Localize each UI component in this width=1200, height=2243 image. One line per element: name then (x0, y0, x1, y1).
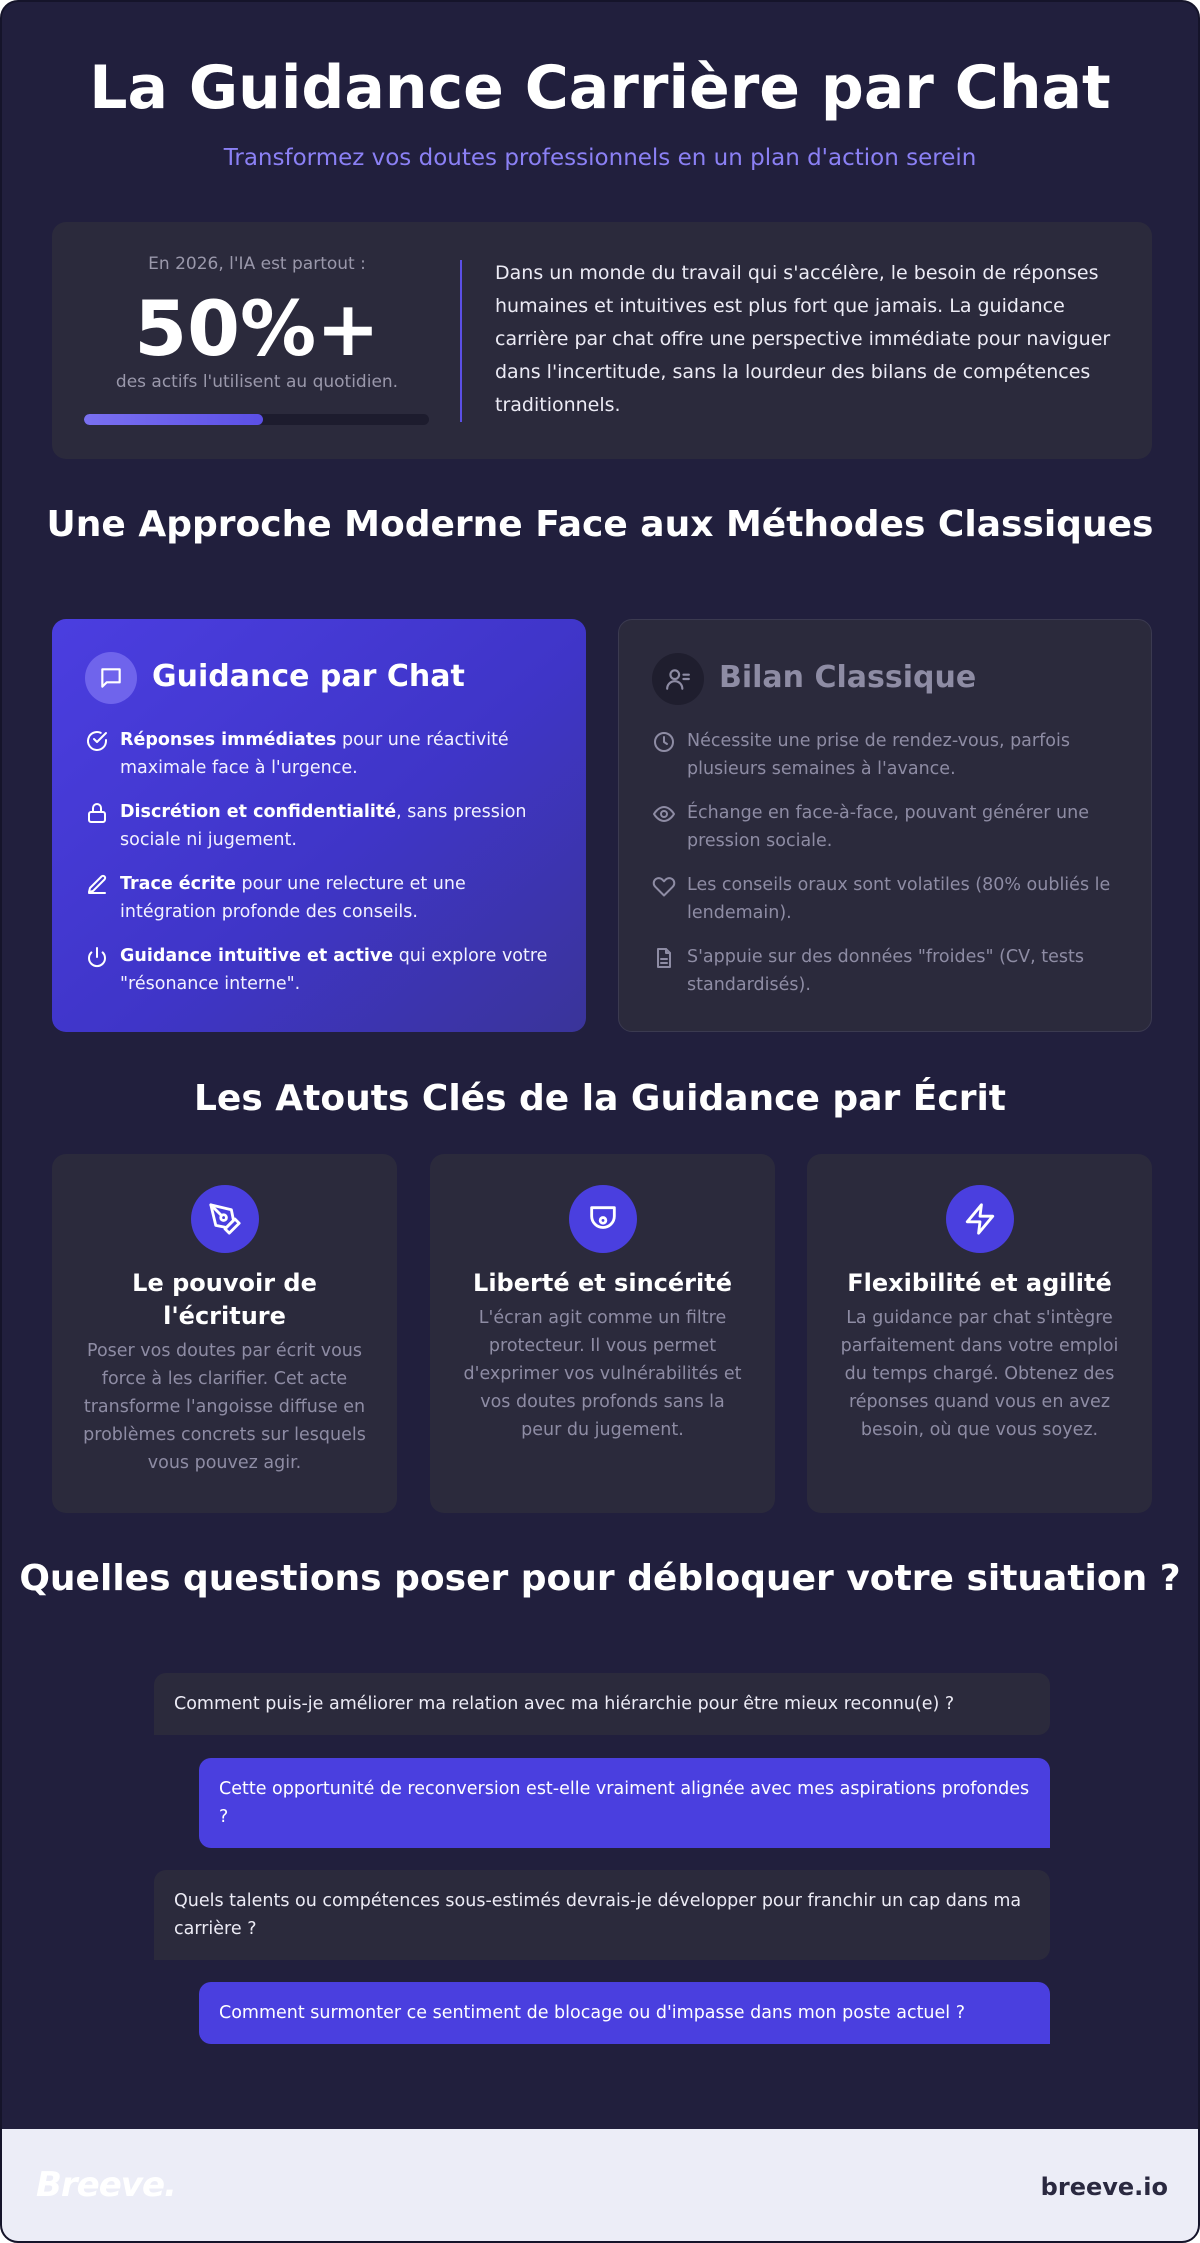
footer-link[interactable]: breeve.io (1040, 2173, 1168, 2201)
classic-item-text: Nécessite une prise de rendez-vous, parfois plusieurs semaines à l'avance. (687, 731, 1070, 779)
pen-tool-icon (191, 1185, 259, 1253)
chat-item-bold: Réponses immédiates (120, 730, 337, 750)
chat-item-bold: Discrétion et confidentialité (120, 802, 397, 822)
user-list-icon (652, 653, 704, 705)
shield-icon (569, 1185, 637, 1253)
question-bubble: Comment puis-je améliorer ma relation avec ma hiérarchie pour être mieux reconnu(e) ? (154, 1673, 1050, 1735)
stat-value: 50%+ (134, 284, 380, 373)
question-bubble: Quels talents ou compétences sous-estimés devrais-je développer pour franchir un cap dans ma carrière ? (154, 1870, 1050, 1960)
chat-guidance-card (52, 619, 586, 1032)
page-title: La Guidance Carrière par Chat (89, 53, 1111, 123)
classic-item-text: Les conseils oraux sont volatiles (80% oubliés le lendemain). (687, 875, 1111, 923)
feature-title: Liberté et sincérité (473, 1269, 732, 1297)
classic-item-text: S'appuie sur des données "froides" (CV, tests standardisés). (687, 947, 1084, 995)
feature-body: L'écran agit comme un filtre protecteur. Il vous permet d'exprimer vos vulnérabilités et vos doutes profonds sans la peur du jugement. (463, 1308, 742, 1440)
chat-item-text: qui explore votre "résonance interne". (120, 946, 548, 994)
stat-intro: En 2026, l'IA est partout : (148, 254, 366, 274)
stat-caption: des actifs l'utilisent au quotidien. (115, 372, 399, 392)
heart-icon (652, 874, 676, 898)
feature-body: La guidance par chat s'intègre parfaitement dans votre emploi du temps chargé. Obtenez des réponses quand vous en avez besoin, où que vous soyez. (840, 1308, 1119, 1440)
feature-card-freedom (430, 1154, 775, 1513)
stat-progress-bar (84, 414, 429, 425)
stat-panel (52, 222, 1152, 459)
feature-title: Flexibilité et agilité (847, 1269, 1112, 1297)
stat-divider (460, 260, 462, 422)
chat-item-bold: Guidance intuitive et active (120, 946, 394, 966)
power-icon (85, 945, 109, 969)
stat-description: Dans un monde du travail qui s'accélère, le besoin de réponses humaines et intuitives est plus fort que jamais. La guidance carrière par chat offre une perspective immédiate pour naviguer dans l'incertitude, sans la lourdeur des bilans de compétences traditionnels. (495, 262, 1111, 416)
chat-item-text: , sans pression sociale ni jugement. (120, 802, 527, 850)
lock-icon (85, 801, 109, 825)
pencil-icon (85, 873, 109, 897)
feature-card-writing (52, 1154, 397, 1513)
chat-item-bold: Trace écrite (120, 874, 236, 894)
chat-bubble-icon (85, 652, 137, 704)
chat-item-text: pour une réactivité maximale face à l'urgence. (120, 730, 509, 778)
classic-card-title: Bilan Classique (719, 660, 977, 695)
feature-title: Le pouvoir de l'écriture (132, 1269, 317, 1330)
chat-item-text: pour une relecture et une intégration profonde des conseils. (120, 874, 466, 922)
chat-card-title: Guidance par Chat (152, 659, 465, 694)
check-circle-icon (85, 729, 109, 753)
classic-assessment-card (618, 619, 1152, 1032)
clock-icon (652, 730, 676, 754)
features-title: Les Atouts Clés de la Guidance par Écrit (193, 1078, 1007, 1119)
brand-logo: Breeve. (36, 2165, 176, 2205)
comparison-title: Une Approche Moderne Face aux Méthodes Classiques (46, 504, 1154, 545)
feature-card-flexibility (807, 1154, 1152, 1513)
lightning-icon (946, 1185, 1014, 1253)
question-bubble: Cette opportunité de reconversion est-elle vraiment alignée avec mes aspirations profondes ? (199, 1758, 1050, 1848)
footer (2, 2129, 1200, 2243)
classic-item-text: Échange en face-à-face, pouvant générer une pression sociale. (687, 803, 1089, 851)
question-bubble: Comment surmonter ce sentiment de blocage ou d'impasse dans mon poste actuel ? (199, 1982, 1050, 2044)
stat-progress-fill (84, 414, 263, 425)
questions-title: Quelles questions poser pour débloquer votre situation ? (19, 1558, 1181, 1599)
page-subtitle: Transformez vos doutes professionnels en un plan d'action serein (223, 145, 977, 171)
eye-icon (652, 802, 676, 826)
document-icon (652, 946, 676, 970)
feature-body: Poser vos doutes par écrit vous force à les clarifier. Cet acte transforme l'angoisse diffuse en problèmes concrets sur lesquels vous pouvez agir. (83, 1341, 366, 1473)
